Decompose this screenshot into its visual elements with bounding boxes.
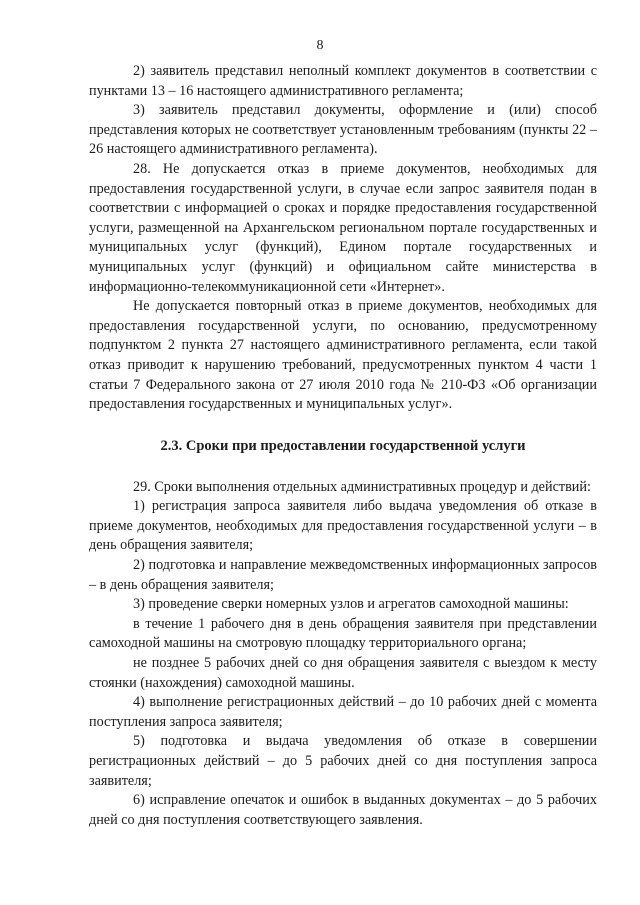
document-body <box>89 62 597 830</box>
paragraph: 5) подготовка и выдача уведомления об отказе в совершении регистрационных действий – до 5 рабочих дней со дня поступления запроса заявителя; <box>89 733 597 789</box>
paragraph: 3) проведение сверки номерных узлов и агрегатов самоходной машины: <box>133 596 569 613</box>
page-number: 8 <box>316 38 324 53</box>
paragraph: 6) исправление опечаток и ошибок в выданных документах – до 5 рабочих дней со дня поступления соответствующего заявления. <box>89 792 597 828</box>
section-heading: 2.3. Сроки при предоставлении государственной услуги <box>160 437 526 454</box>
paragraph: 28. Не допускается отказ в приеме документов, необходимых для предоставления государственной услуги, в случае если запрос заявителя подан в соответствии с информацией о сроках и порядке предоставления государственной услуги, размещенной на Архангельском региональном портале государственных и муниципальных услуг (функций), Едином портале государственных и муниципальных услуг (функций) и официальном сайте министерства в информационно-телекоммуникационной сети «Интернет». <box>89 160 597 295</box>
paragraph: 2) подготовка и направление межведомственных информационных запросов – в день обращения заявителя; <box>89 557 597 593</box>
paragraph: 4) выполнение регистрационных действий – до 10 рабочих дней с момента поступления запроса заявителя; <box>89 694 597 730</box>
paragraph: 29. Сроки выполнения отдельных административных процедур и действий: <box>133 478 591 495</box>
paragraph: 2) заявитель представил неполный комплект документов в соответствии с пунктами 13 – 16 настоящего административного регламента; <box>89 63 597 99</box>
paragraph: в течение 1 рабочего дня в день обращения заявителя при представлении самоходной машины на смотровую площадку территориального органа; <box>89 615 597 652</box>
paragraph: 1) регистрация запроса заявителя либо выдача уведомления об отказе в приеме документов, необходимых для предоставления государственной услуги – в день обращения заявителя; <box>89 498 597 554</box>
paragraph: Не допускается повторный отказ в приеме документов, необходимых для предоставления государственной услуги, по основанию, предусмотренному подпунктом 2 пункта 27 настоящего административного регламента, если такой отказ приводит к нарушению требований, предусмотренных пунктом 4 части 1 статьи 7 Федерального закона от 27 июля 2010 года № 210-ФЗ «Об организации предоставления государственных и муниципальных услуг». <box>89 298 597 413</box>
paragraph: не позднее 5 рабочих дней со дня обращения заявителя с выездом к месту стоянки (нахождения) самоходной машины. <box>89 655 597 691</box>
paragraph: 3) заявитель представил документы, оформление и (или) способ представления которых не соответствует установленным требованиям (пункты 22 – 26 настоящего административного регламента). <box>89 102 597 158</box>
